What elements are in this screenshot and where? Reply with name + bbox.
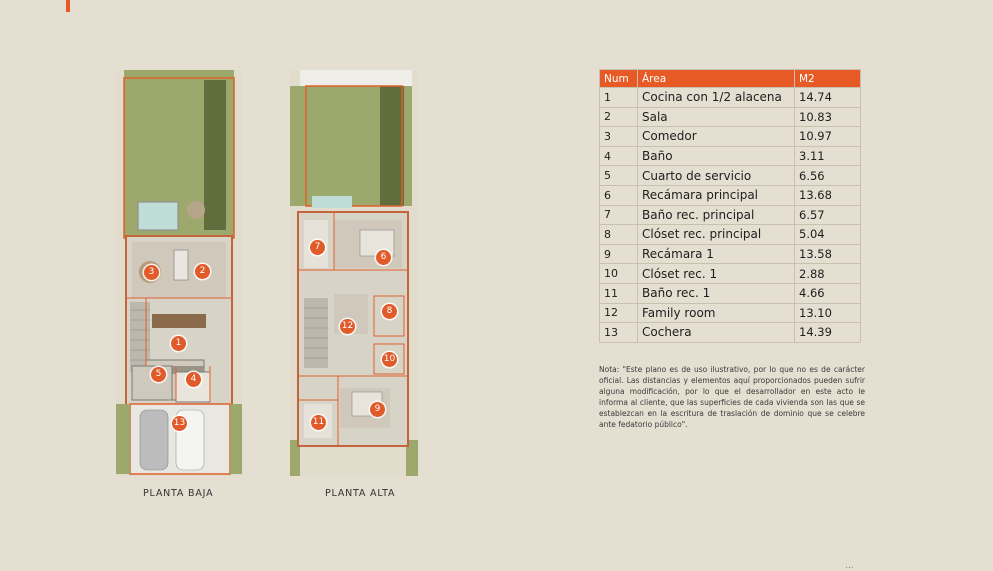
row-m2: 6.56	[795, 166, 861, 186]
room-marker: 13	[172, 416, 187, 431]
row-num: 1	[600, 88, 638, 108]
table-row	[600, 127, 861, 147]
room-marker: 4	[186, 372, 201, 387]
room-marker: 5	[151, 367, 166, 382]
room-marker: 11	[311, 415, 326, 430]
table-row	[600, 185, 861, 205]
row-m2: 3.11	[795, 146, 861, 166]
room-marker: 9	[370, 402, 385, 417]
row-num: 12	[600, 303, 638, 323]
row-num: 8	[600, 225, 638, 245]
row-area: Clóset rec. 1	[638, 264, 795, 284]
floor-plan-planta-baja	[116, 70, 242, 476]
row-area: Sala	[638, 107, 795, 127]
row-area: Family room	[638, 303, 795, 323]
footer-text: ...	[845, 561, 854, 571]
row-num: 4	[600, 146, 638, 166]
row-m2: 13.10	[795, 303, 861, 323]
planta-alta-caption: PLANTA ALTA	[325, 488, 396, 499]
room-marker: 7	[310, 240, 325, 255]
planta-baja-caption: PLANTA BAJA	[143, 488, 214, 499]
table-row	[600, 244, 861, 264]
row-num: 13	[600, 323, 638, 343]
table-header-row	[600, 70, 861, 88]
row-area: Clóset rec. principal	[638, 225, 795, 245]
room-marker: 12	[340, 319, 355, 334]
row-area: Baño rec. 1	[638, 283, 795, 303]
row-area: Recámara principal	[638, 185, 795, 205]
row-m2: 14.74	[795, 88, 861, 108]
disclaimer-note: Nota: "Este plano es de uso ilustrativo, por lo que no es de carácter oficial. Las distancias y elementos aquí proporcionados pueden sufrir alguna modificación, por lo que el desarrollador en este acto le informa al cliente, que las superficies de cada vivienda son las que se establezcan en la escritura de traslación de dominio que se celebre ante fedatorio público".	[599, 365, 865, 429]
row-num: 11	[600, 283, 638, 303]
row-num: 3	[600, 127, 638, 147]
row-m2: 5.04	[795, 225, 861, 245]
row-num: 9	[600, 244, 638, 264]
row-num: 5	[600, 166, 638, 186]
row-m2: 13.58	[795, 244, 861, 264]
room-marker: 10	[382, 352, 397, 367]
row-m2: 10.83	[795, 107, 861, 127]
room-marker: 2	[195, 264, 210, 279]
column-header-m2: M2	[795, 70, 861, 88]
row-num: 7	[600, 205, 638, 225]
table-row	[600, 166, 861, 186]
row-num: 10	[600, 264, 638, 284]
room-marker: 6	[376, 250, 391, 265]
row-m2: 2.88	[795, 264, 861, 284]
accent-mark	[66, 0, 70, 12]
table-row	[600, 225, 861, 245]
row-m2: 6.57	[795, 205, 861, 225]
room-marker: 8	[382, 304, 397, 319]
row-area: Baño	[638, 146, 795, 166]
row-num: 2	[600, 107, 638, 127]
table-row	[600, 264, 861, 284]
row-area: Cuarto de servicio	[638, 166, 795, 186]
row-area: Recámara 1	[638, 244, 795, 264]
room-marker: 3	[144, 265, 159, 280]
table-row	[600, 323, 861, 343]
floor-plan-planta-alta	[290, 70, 418, 476]
table-row	[600, 107, 861, 127]
row-area: Cocina con 1/2 alacena	[638, 88, 795, 108]
row-m2: 13.68	[795, 185, 861, 205]
table-row	[600, 303, 861, 323]
room-marker: 1	[171, 336, 186, 351]
areas-table	[599, 69, 861, 343]
row-area: Comedor	[638, 127, 795, 147]
planta-alta-drawing	[290, 70, 418, 476]
table-row	[600, 88, 861, 108]
row-m2: 14.39	[795, 323, 861, 343]
table-row	[600, 205, 861, 225]
table-row	[600, 283, 861, 303]
row-area: Baño rec. principal	[638, 205, 795, 225]
row-num: 6	[600, 185, 638, 205]
row-m2: 4.66	[795, 283, 861, 303]
row-area: Cochera	[638, 323, 795, 343]
column-header-area: Área	[638, 70, 795, 88]
row-m2: 10.97	[795, 127, 861, 147]
column-header-num: Num	[600, 70, 638, 88]
table-row	[600, 146, 861, 166]
